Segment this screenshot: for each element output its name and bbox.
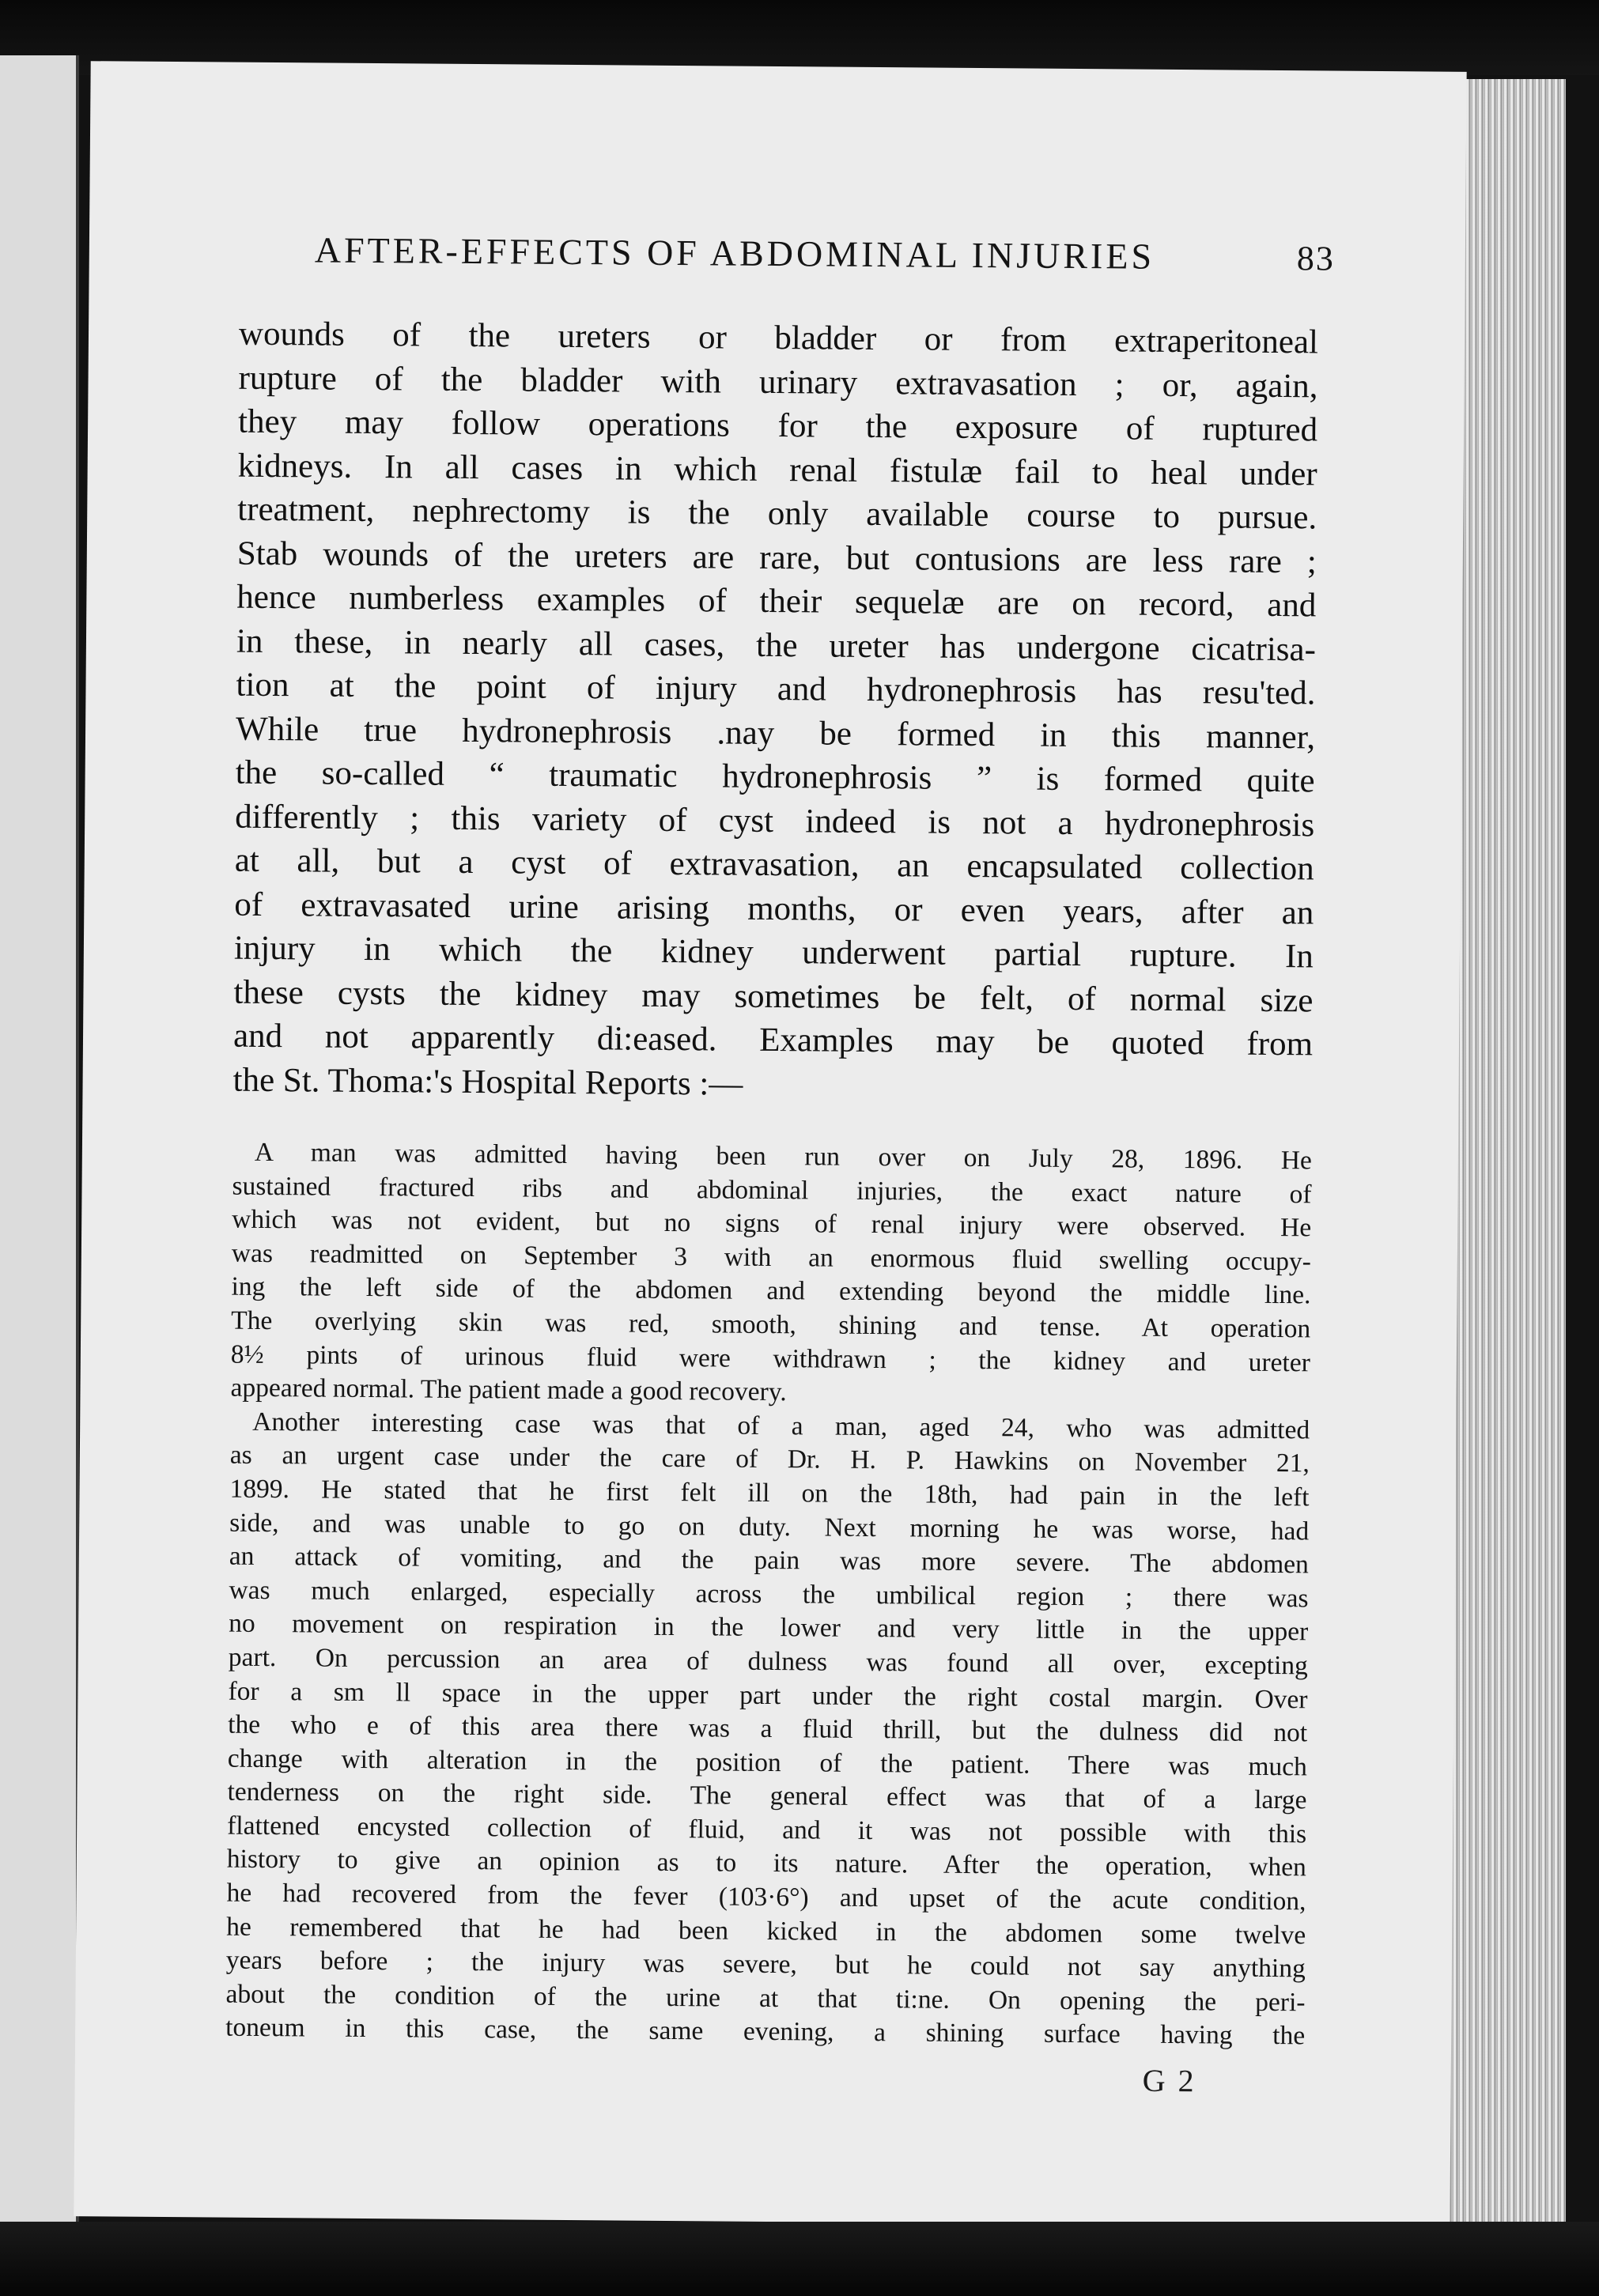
case-line: side, and was unable to go on duty. Next morning he was worse, had xyxy=(229,1508,1310,1546)
text-line: of extravasated urine arising months, or even years, after an xyxy=(234,886,1314,931)
text-line: injury in which the kidney underwent partial rupture. In xyxy=(233,929,1314,976)
case-line: appeared normal. The patient made a good recovery. xyxy=(230,1373,787,1407)
scan-border-bottom xyxy=(0,2222,1599,2296)
case-line: was readmitted on September 3 with an enormous fluid swelling occupy- xyxy=(231,1238,1311,1277)
running-head xyxy=(315,228,1335,278)
case-reports xyxy=(225,1136,1312,2054)
case-line: A man was admitted having been run over on July 28, 1896. He xyxy=(254,1137,1313,1176)
case-line: an attack of vomiting, and the pain was more severe. The abdomen xyxy=(229,1541,1309,1580)
case-line: Another interesting case was that of a man, aged 24, who was admitted xyxy=(252,1407,1310,1445)
text-line: the St. Thoma:'s Hospital Reports :— xyxy=(232,1061,743,1103)
text-line: wounds of the ureters or bladder or from extraperitoneal xyxy=(238,315,1319,361)
case-line: part. On percussion an area of dulness was found all over, excepting xyxy=(228,1642,1308,1681)
case-line: he had recovered from the fever (103·6°) and upset of the acute condition, xyxy=(226,1878,1306,1916)
page-stack-edges xyxy=(1447,79,1566,2226)
case-line: about the condition of the urine at that ti:ne. On opening the peri- xyxy=(225,1979,1306,2018)
case-line: no movement on respiration in the lower and very little in the upper xyxy=(229,1608,1309,1647)
case-line: for a sm ll space in the upper part under the right costal margin. Over xyxy=(228,1676,1308,1714)
text-line: hence numberless examples of their sequelæ are on record, and xyxy=(236,578,1317,625)
case-line: The overlying skin was red, smooth, shining and tense. At operation xyxy=(231,1305,1311,1344)
case-line: the who e of this area there was a fluid thrill, but the dulness did not xyxy=(228,1709,1308,1748)
case-line: toneum in this case, the same evening, a shining surface having the xyxy=(225,2013,1306,2051)
text-line: kidneys. In all cases in which renal fistulæ fail to heal under xyxy=(237,447,1317,493)
text-line: at all, but a cyst of extravasation, an encapsulated collection xyxy=(234,841,1314,888)
case-line: change with alteration in the position of the patient. There was much xyxy=(227,1743,1307,1782)
main-paragraph xyxy=(232,312,1318,1111)
case-line: years before ; the injury was severe, but he could not say anything xyxy=(225,1945,1306,1984)
text-line: they may follow operations for the exposure of ruptured xyxy=(237,402,1318,449)
facing-page-edge xyxy=(0,55,79,2226)
case-line: which was not evident, but no signs of renal injury were observed. He xyxy=(232,1204,1312,1243)
page-number: 83 xyxy=(1296,239,1336,278)
case-line: he remembered that he had been kicked in the abdomen some twelve xyxy=(226,1912,1306,1950)
case-line: 8½ pints of urinous fluid were withdrawn ; the kidney and ureter xyxy=(230,1339,1310,1377)
running-head-title: AFTER-EFFECTS OF ABDOMINAL INJURIES xyxy=(314,229,1155,277)
text-line: the so-called “ traumatic hydronephrosis ” is formed quite xyxy=(235,753,1315,800)
text-line: rupture of the bladder with urinary extravasation ; or, again, xyxy=(238,359,1318,405)
text-line: treatment, nephrectomy is the only available course to pursue. xyxy=(237,490,1317,537)
case-line: 1899. He stated that he first felt ill on the 18th, had pain in the left xyxy=(229,1474,1310,1512)
book-page xyxy=(74,61,1466,2227)
case-line: flattened encysted collection of fluid, and it was not possible with this xyxy=(227,1811,1307,1849)
case-line: as an urgent case under the care of Dr. H. P. Hawkins on November 21, xyxy=(229,1440,1310,1478)
case-line: sustained fractured ribs and abdominal injuries, the exact nature of xyxy=(232,1171,1312,1209)
text-line: differently ; this variety of cyst indeed is not a hydronephrosis xyxy=(235,798,1315,844)
text-line: in these, in nearly all cases, the ureter has undergone cicatrisa- xyxy=(236,622,1317,668)
text-line: these cysts the kidney may sometimes be felt, of normal size xyxy=(233,973,1314,1019)
text-line: tion at the point of injury and hydronephrosis has resu'ted. xyxy=(236,666,1316,712)
case-line: was much enlarged, especially across the umbilical region ; there was xyxy=(229,1575,1309,1614)
text-line: and not apparently di:eased. Examples may be quoted from xyxy=(232,1017,1314,1063)
case-line: tenderness on the right side. The general effect was that of a large xyxy=(227,1777,1307,1815)
signature-mark: G 2 xyxy=(1142,2062,1196,2099)
text-line: Stab wounds of the ureters are rare, but contusions are less rare ; xyxy=(236,534,1317,580)
text-line: While true hydronephrosis .nay be formed in this manner, xyxy=(235,710,1316,756)
case-line: history to give an opinion as to its nature. After the operation, when xyxy=(226,1845,1306,1882)
case-line: ing the left side of the abdomen and extending beyond the middle line. xyxy=(231,1272,1311,1310)
